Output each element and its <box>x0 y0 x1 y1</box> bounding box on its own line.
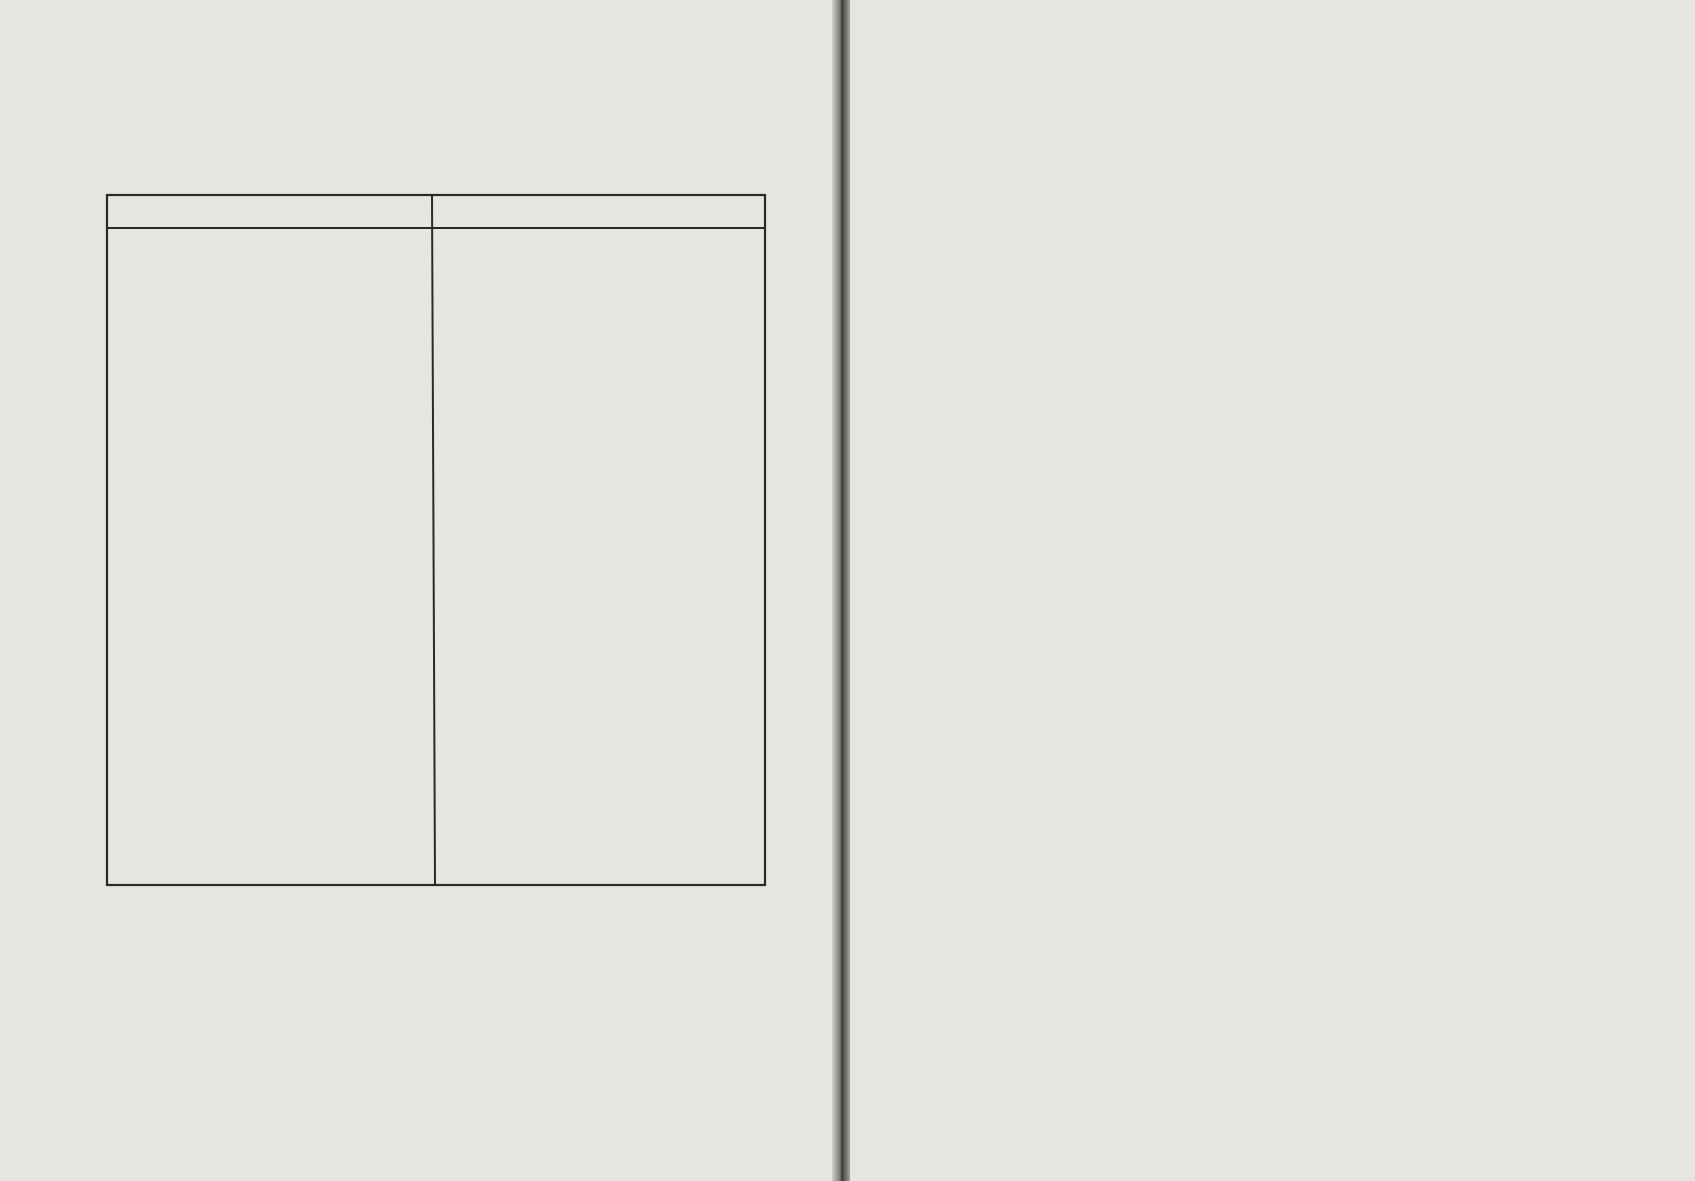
figure-frame <box>107 195 765 885</box>
